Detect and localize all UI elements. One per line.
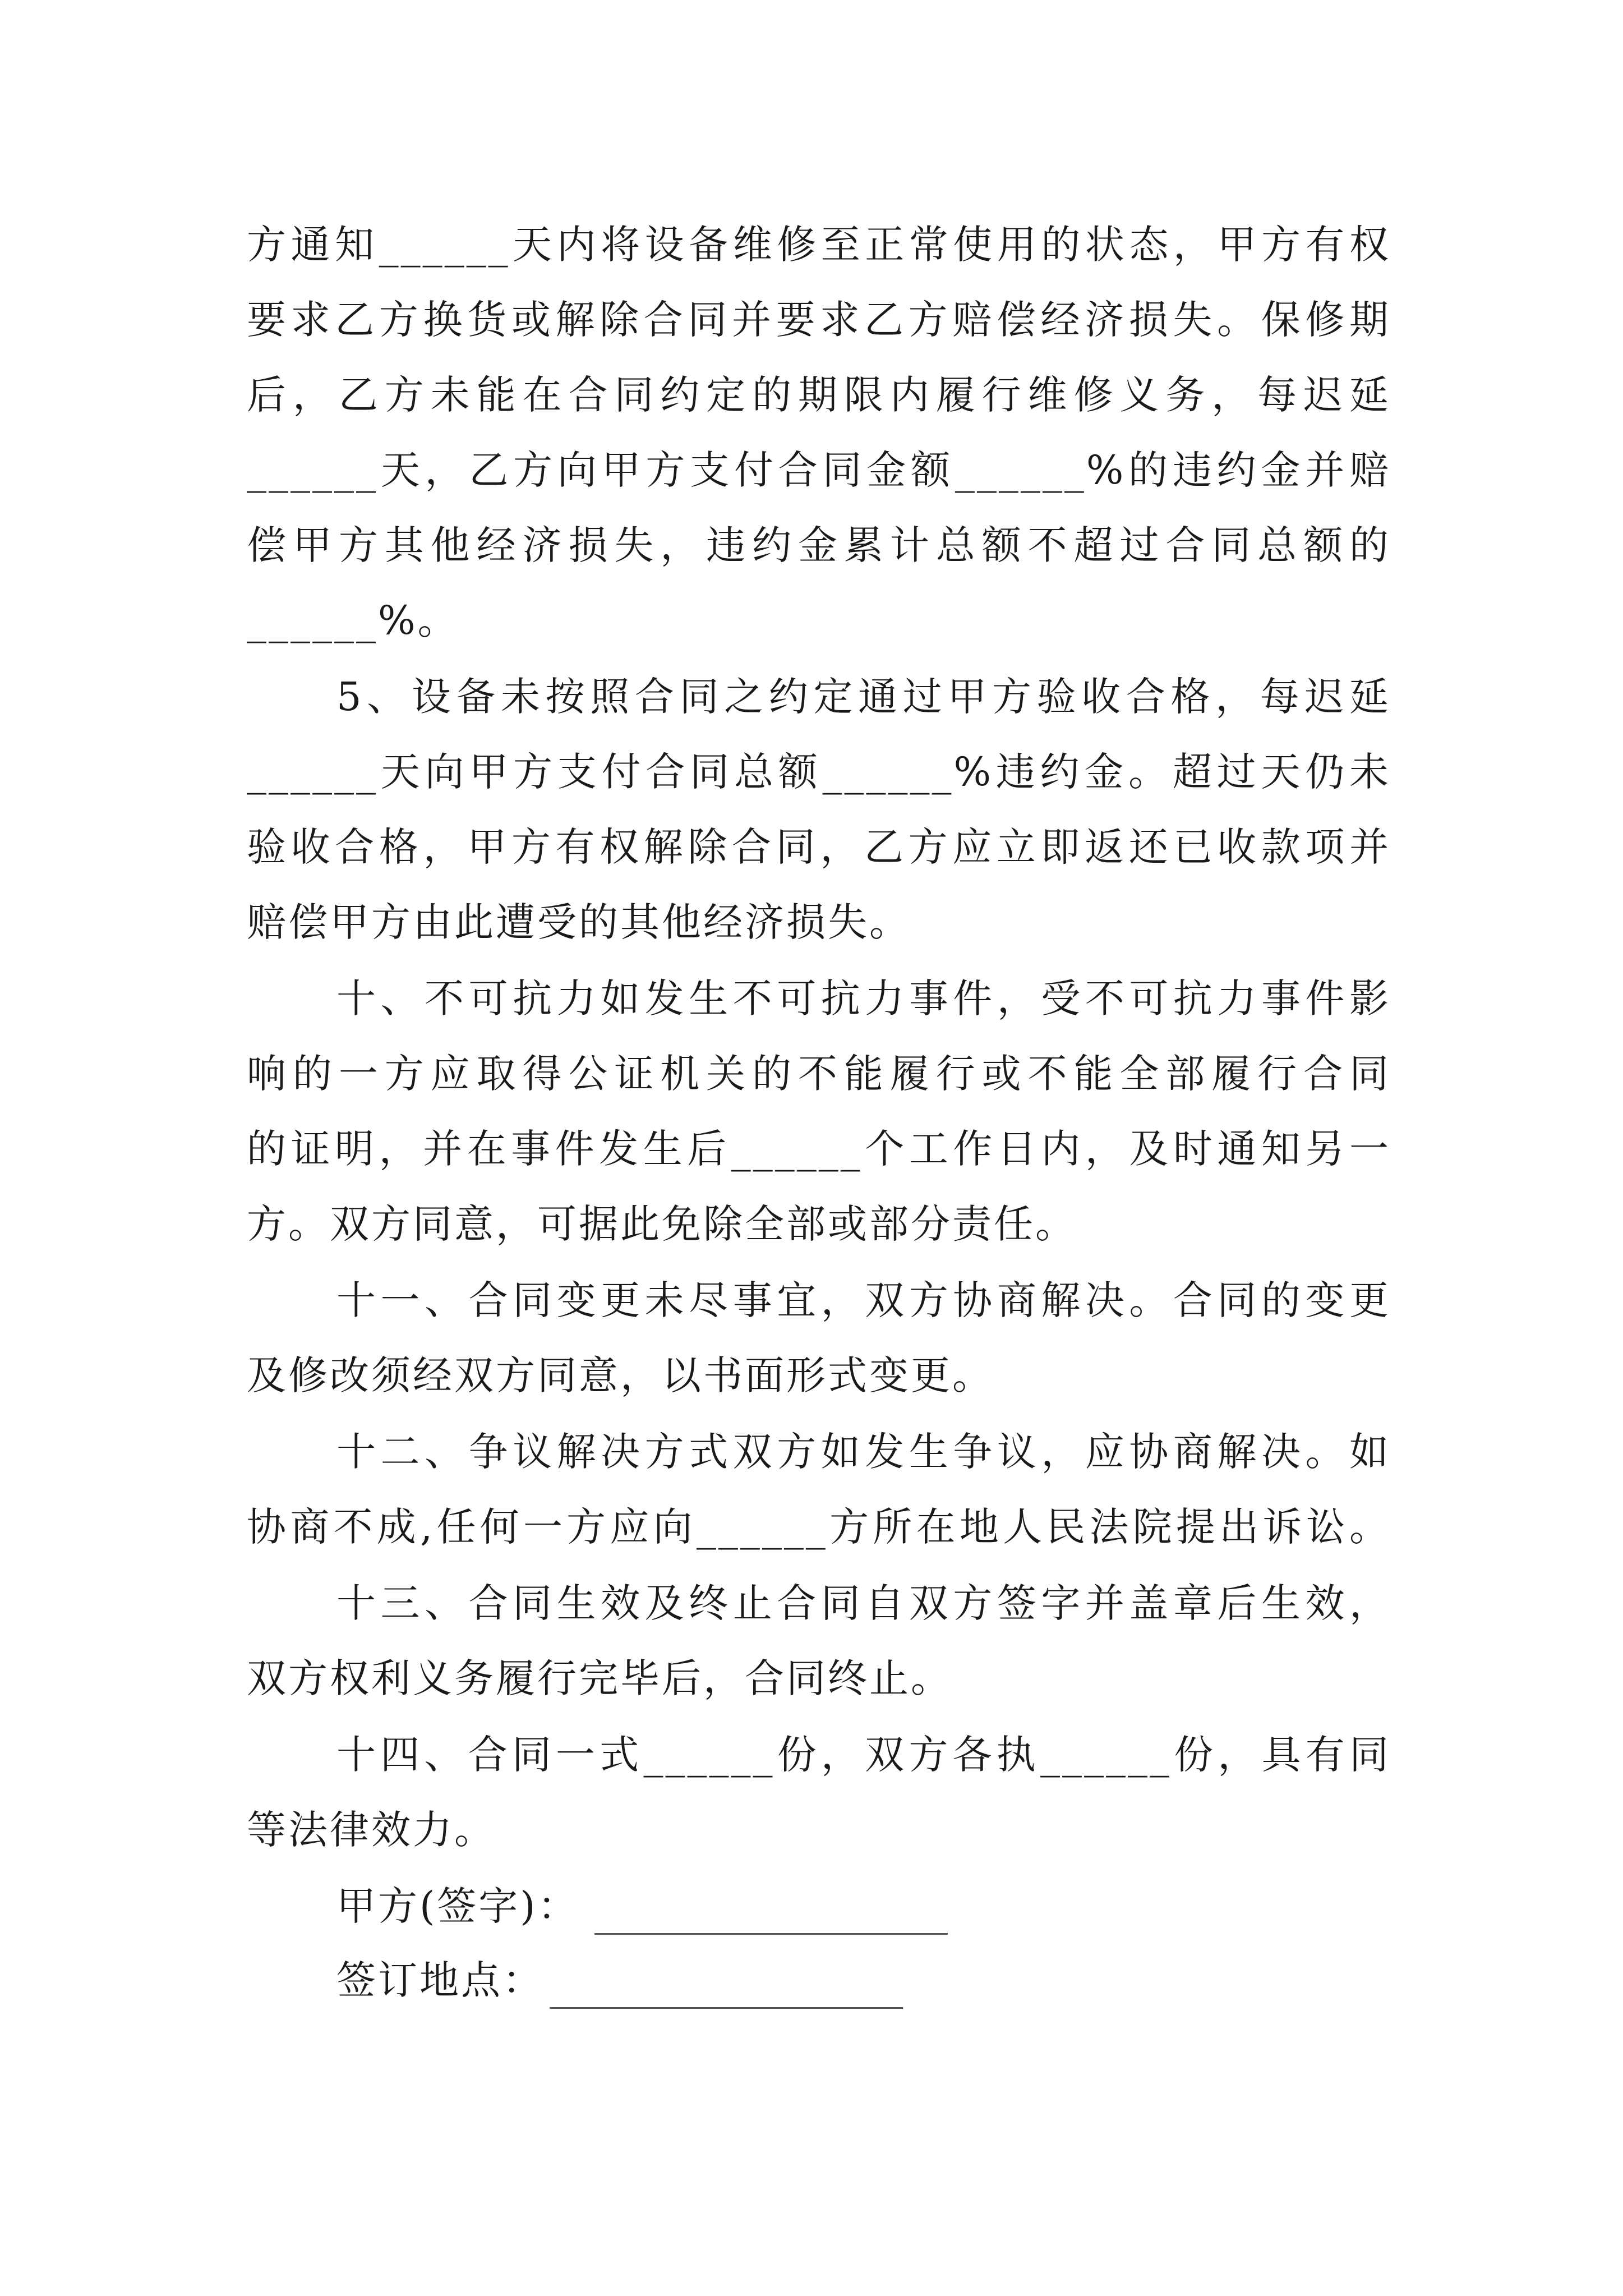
paragraph-line: 双方权利义务履行完毕后，合同终止。 xyxy=(247,1655,952,1701)
signing-place-label: 签订地点： xyxy=(336,1957,544,2003)
paragraph-line: 及修改须经双方同意，以书面形式变更。 xyxy=(247,1352,994,1398)
paragraph-line: 方通知______天内将设备维修至正常使用的状态，甲方有权 xyxy=(247,222,1391,268)
paragraph-line: ______天向甲方支付合同总额______%违约金。超过天仍未 xyxy=(247,749,1391,795)
paragraph-line: 后，乙方未能在合同约定的期限内履行维修义务，每迟延 xyxy=(247,372,1391,418)
paragraph-line: 十一、合同变更未尽事宜，双方协商解决。合同的变更 xyxy=(336,1277,1391,1323)
paragraph-line: 协商不成,任何一方应向______方所在地人民法院提出诉讼。 xyxy=(247,1504,1391,1550)
party-a-signature-label: 甲方(签字)： xyxy=(336,1883,579,1929)
paragraph-line: 要求乙方换货或解除合同并要求乙方赔偿经济损失。保修期 xyxy=(247,297,1391,343)
paragraph-line: 响的一方应取得公证机关的不能履行或不能全部履行合同 xyxy=(247,1051,1391,1097)
paragraph-line: 赔偿甲方由此遭受的其他经济损失。 xyxy=(247,899,911,945)
signing-place-line xyxy=(550,2007,903,2009)
paragraph-line: 等法律效力。 xyxy=(247,1807,496,1853)
paragraph-line: 的证明，并在事件发生后______个工作日内，及时通知另一 xyxy=(247,1126,1391,1172)
party-a-signature-line xyxy=(594,1933,948,1935)
paragraph-line: 方。双方同意，可据此免除全部或部分责任。 xyxy=(247,1201,1077,1247)
paragraph-line: 偿甲方其他经济损失，违约金累计总额不超过合同总额的 xyxy=(247,522,1391,568)
paragraph-line: ______天，乙方向甲方支付合同金额______%的违约金并赔 xyxy=(247,447,1391,493)
paragraph-line: 十、不可抗力如发生不可抗力事件，受不可抗力事件影 xyxy=(336,976,1391,1022)
paragraph-line: 十四、合同一式______份，双方各执______份，具有同 xyxy=(336,1732,1391,1778)
paragraph-line: 验收合格，甲方有权解除合同，乙方应立即返还已收款项并 xyxy=(247,824,1391,870)
paragraph-line: 十三、合同生效及终止合同自双方签字并盖章后生效， xyxy=(336,1580,1391,1626)
paragraph-line: ______%。 xyxy=(247,597,459,643)
paragraph-line: 5、设备未按照合同之约定通过甲方验收合格，每迟延 xyxy=(336,674,1391,720)
paragraph-line: 十二、争议解决方式双方如发生争议，应协商解决。如 xyxy=(336,1429,1391,1475)
